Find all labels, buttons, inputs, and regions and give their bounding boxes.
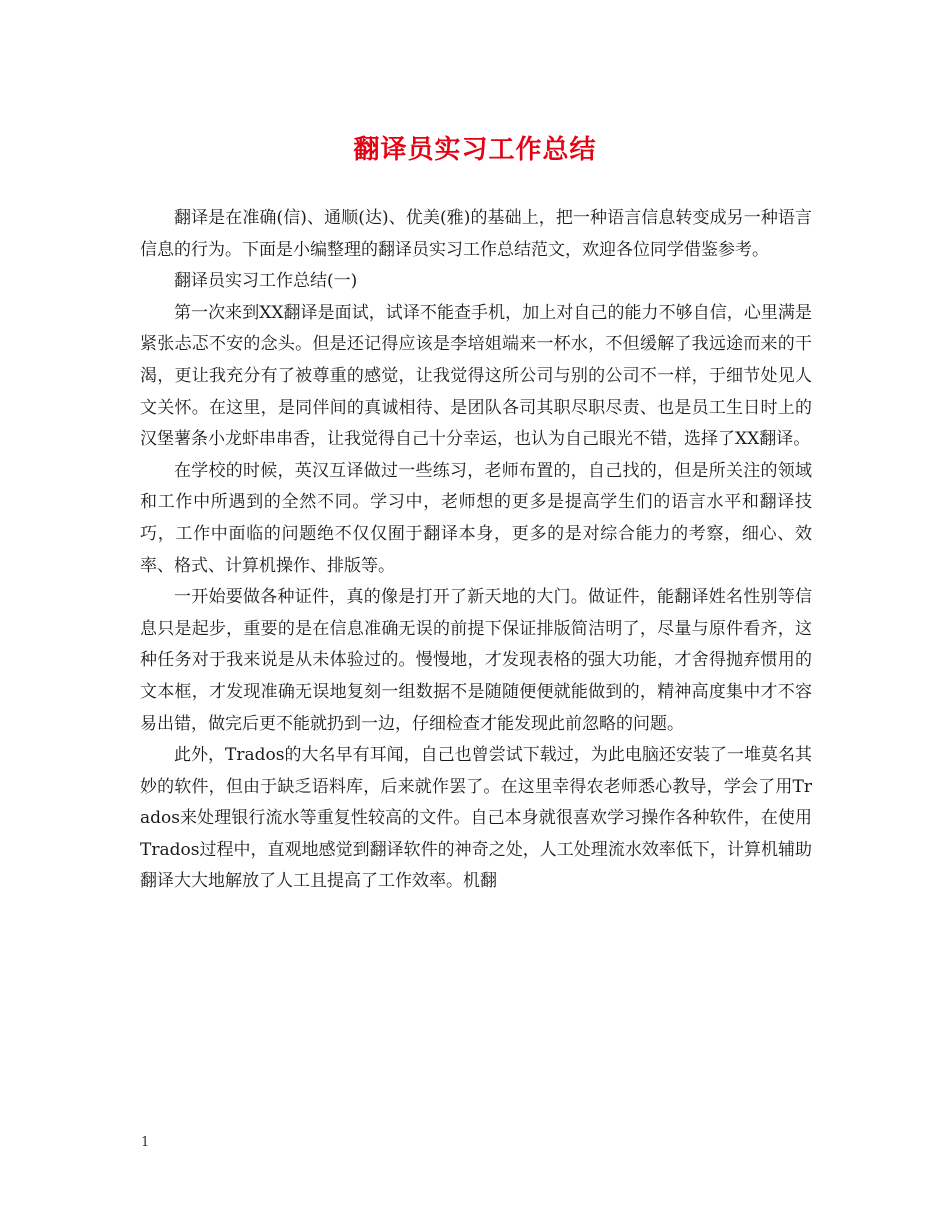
page-number: 1 <box>141 1135 150 1150</box>
section-heading: 翻译员实习工作总结(一) <box>174 271 358 292</box>
paragraph: 第一次来到XX翻译是面试，试译不能查手机，加上对自己的能力不够自信，心里满是紧张忐忑不安的念头。但是还记得应该是李培姐端来一杯水，不但缓解了我远途而来的干渴，更让我充分有了被尊重的感觉，让我觉得这所公司与别的公司不一样，于细节处见人文关怀。在这里，是同伴间的真诚相待、是团队各司其职尽职尽责、也是员工生日时上的汉堡薯条小龙虾串串香，让我觉得自己十分幸运，也认为自己眼光不错，选择了XX翻译。 <box>140 302 812 450</box>
paragraph: 一开始要做各种证件，真的像是打开了新天地的大门。做证件，能翻译姓名性别等信息只是起步，重要的是在信息准确无误的前提下保证排版简洁明了，尽量与原件看齐，这种任务对于我来说是从未体验过的。慢慢地，才发现表格的强大功能，才舍得抛弃惯用的文本框，才发现准确无误地复刻一组数据不是随随便便就能做到的，精神高度集中才不容易出错，做完后更不能就扔到一边，仔细检查才能发现此前忽略的问题。 <box>140 587 812 734</box>
paragraph-intro: 翻译是在准确(信)、通顺(达)、优美(雅)的基础上，把一种语言信息转变成另一种语言信息的行为。下面是小编整理的翻译员实习工作总结范文，欢迎各位同学借鉴参考。 <box>140 208 812 260</box>
paragraph: 在学校的时候，英汉互译做过一些练习，老师布置的，自己找的，但是所关注的领域和工作中所遇到的全然不同。学习中，老师想的更多是提高学生们的语言水平和翻译技巧，工作中面临的问题绝不仅仅囿于翻译本身，更多的是对综合能力的考察，细心、效率、格式、计算机操作、排版等。 <box>140 460 812 576</box>
paragraph: 此外，Trados的大名早有耳闻，自己也曾尝试下载过，为此电脑还安装了一堆莫名其妙的软件，但由于缺乏语料库，后来就作罢了。在这里幸得农老师悉心教导，学会了用Trados来处理银行流水等重复性较高的文件。自己本身就很喜欢学习操作各种软件，在使用Trados过程中，直观地感觉到翻译软件的神奇之处，人工处理流水效率低下，计算机辅助翻译大大地解放了人工且提高了工作效率。机翻 <box>140 745 812 892</box>
document-body <box>140 203 812 898</box>
document-title: 翻译员实习工作总结 <box>353 135 597 165</box>
